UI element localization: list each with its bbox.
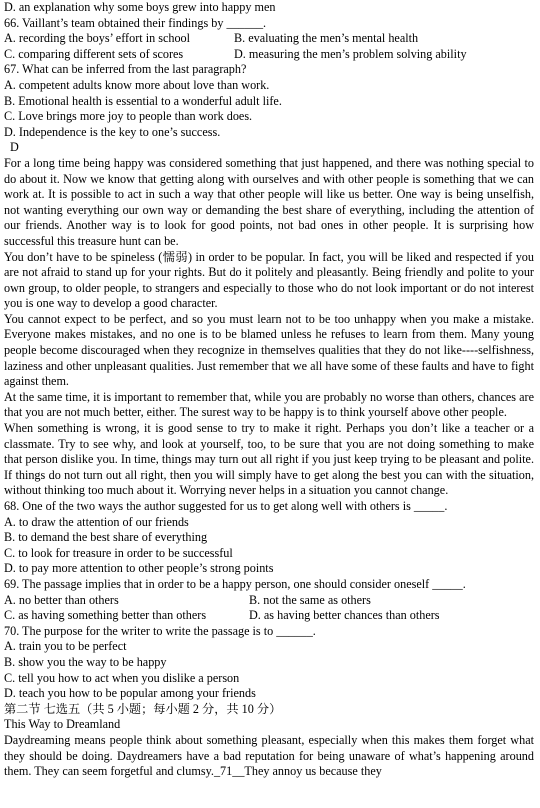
q69-option-b: B. not the same as others — [249, 592, 371, 607]
q66-prev-option-d: D. an explanation why some boys grew into happy men — [4, 0, 276, 14]
q69-options-row-1 — [4, 593, 534, 609]
q67-option-c: C. Love brings more joy to people than work does. — [4, 109, 253, 124]
section2-title: This Way to Dreamland — [4, 717, 121, 732]
passage-d-paragraph-2: You don’t have to be spineless (懦弱) in order to be popular. In fact, you will be liked and respected if you are not afraid to stand up for your rights. But do it politely and pleasantly. Being friendly and polite to your own group, to older people, to strangers and especially to those who do not look important or do not interest you is one way to develop a good character. — [4, 249, 534, 311]
q70-option-b: B. show you the way to be happy — [4, 654, 167, 669]
q66-option-b: B. evaluating the men’s mental health — [234, 31, 419, 46]
q69-option-c: C. as having something better than others — [4, 608, 207, 623]
q68-option-b: B. to demand the best share of everything — [4, 530, 208, 545]
q69-option-d: D. as having better chances than others — [249, 608, 440, 623]
q68-option-a: A. to draw the attention of our friends — [4, 514, 189, 529]
q70-option-d: D. teach you how to be popular among your friends — [4, 686, 256, 701]
q66-option-d: D. measuring the men’s problem solving ability — [234, 46, 467, 61]
passage-d-paragraph-4: At the same time, it is important to remember that, while you are probably no worse than others, chances are that you are not much better, either. The surest way to be happy is to think yourself above other people. — [4, 389, 534, 420]
q69-option-a: A. no better than others — [4, 592, 119, 607]
q70-option-a: A. train you to be perfect — [4, 639, 127, 654]
q68-option-d: D. to pay more attention to other people’s strong points — [4, 561, 274, 576]
exam-page — [4, 0, 534, 780]
q66-options-row-1 — [4, 31, 534, 47]
passage-d-paragraph-3: You cannot expect to be perfect, and so you must learn not to be too unhappy when you make a mistake. Everyone makes mistakes, and no one is to be blamed unless he refuses to learn from them. Many young people become discouraged when they recognize in themselves qualities that they do not like----selfishness, laziness and other unpleasant qualities. Just remember that we all have some of these faults and have to fight against them. — [4, 311, 534, 389]
q69-options-row-2 — [4, 608, 534, 624]
q68-stem: 68. One of the two ways the author suggested for us to get along well with others is _____. — [4, 499, 448, 513]
q66-option-a: A. recording the boys’ effort in school — [4, 31, 191, 46]
q66-option-c: C. comparing different sets of scores — [4, 46, 184, 61]
q69-stem: 69. The passage implies that in order to be a happy person, one should consider oneself _____. — [4, 576, 466, 591]
passage-d-label: D — [10, 140, 19, 155]
passage-d-paragraph-1: For a long time being happy was considered something that just happened, and there was nothing special to do about it. Now we know that getting along with ourselves and with other people is something that we can work at. It is possible to act in such a way that other people will like us better. One way is being unselfish, not wanting everything our own way or demanding the best share of everything, including the attention of our friends. Another way is to look for good points, not bad ones in other people. It is surprising how successful this treasure hunt can be. — [4, 155, 534, 248]
section2-heading: 第二节 七选五（共 5 小题；每小题 2 分，共 10 分） — [4, 701, 282, 716]
q67-option-a: A. competent adults know more about love than work. — [4, 77, 270, 92]
q70-option-c: C. tell you how to act when you dislike a person — [4, 670, 240, 685]
q66-options-row-2 — [4, 47, 534, 63]
section2-paragraph: Daydreaming means people think about something pleasant, especially when this makes them forget what they should be doing. Daydreamers have a bad reputation for being unaware of what’s happening around them. They can seem forgetful and clumsy._71__They annoy us because they — [4, 732, 534, 779]
q67-stem: 67. What can be inferred from the last paragraph? — [4, 62, 247, 77]
q68-option-c: C. to look for treasure in order to be successful — [4, 545, 233, 560]
q67-option-b: B. Emotional health is essential to a wonderful adult life. — [4, 93, 282, 108]
q66-stem: 66. Vaillant’s team obtained their findings by ______. — [4, 15, 267, 30]
q70-stem: 70. The purpose for the writer to write the passage is to ______. — [4, 623, 316, 638]
passage-d-paragraph-5: When something is wrong, it is good sense to try to make it right. Perhaps you don’t like a teacher or a classmate. Try to see why, and look at yourself, too, to be sure that you are not doing something to make that person dislike you. In time, things may turn out all right if you just keep trying to be pleasant and polite. If things do not turn out all right, then you will simply have to get along the best you can with the situation, without thinking too much about it. Worrying never helps in a situation you cannot change. — [4, 421, 534, 498]
q67-option-d: D. Independence is the key to one’s success. — [4, 124, 221, 139]
